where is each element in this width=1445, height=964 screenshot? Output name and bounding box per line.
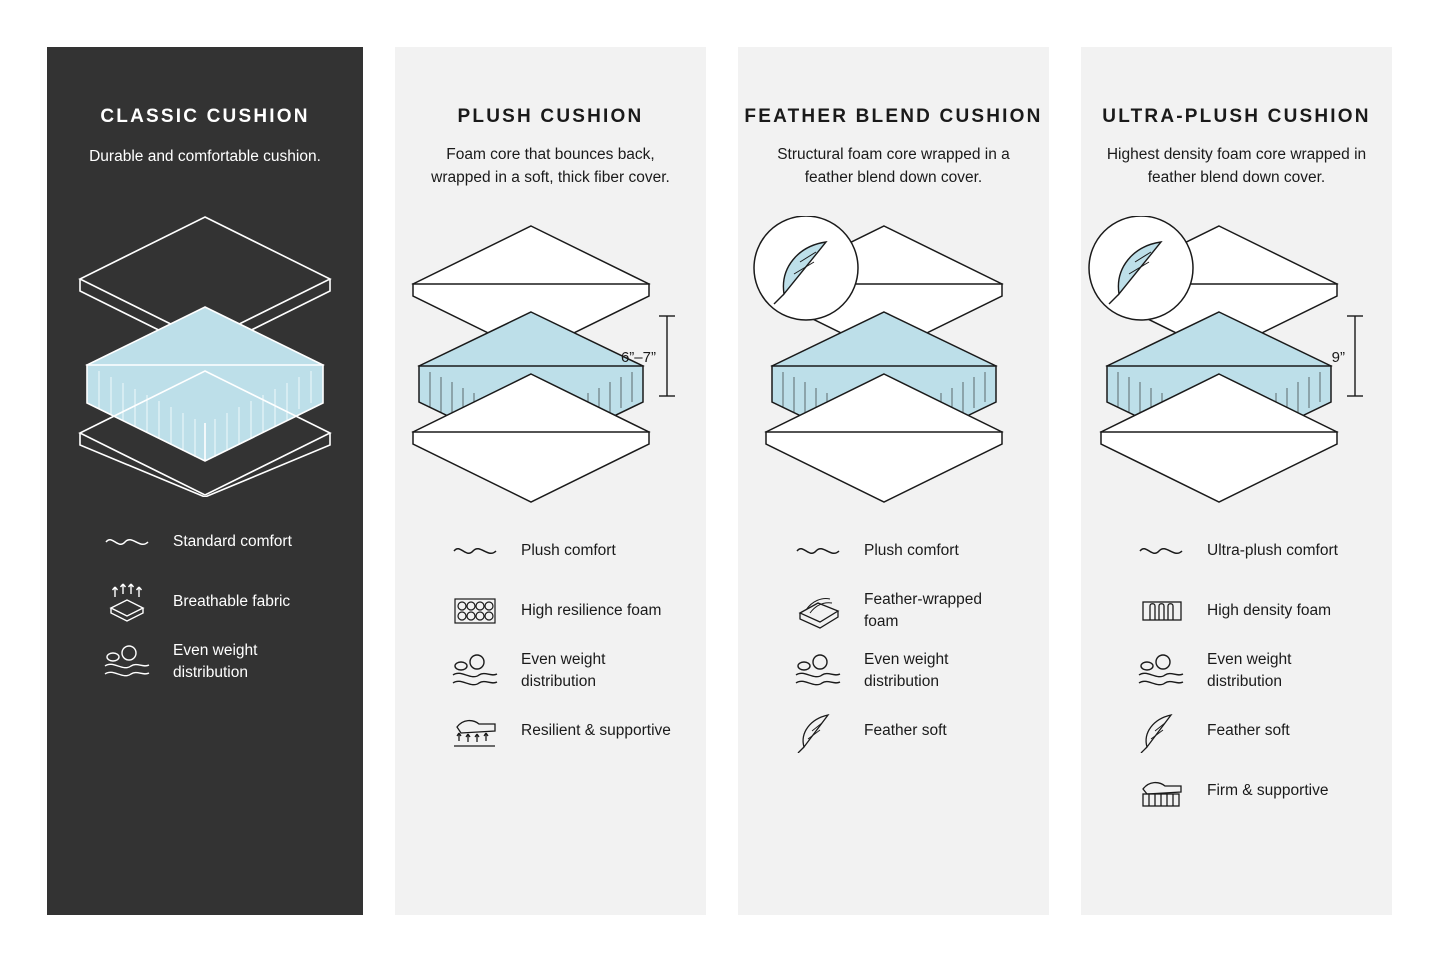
feature-item bbox=[790, 521, 1015, 581]
feature-item bbox=[447, 701, 672, 761]
cushion-card-ultra-plush bbox=[1081, 47, 1392, 915]
feature-item bbox=[790, 701, 1015, 761]
cushion-layer-diagram bbox=[738, 211, 1049, 511]
weight-distribution-icon bbox=[447, 651, 503, 691]
feature-item bbox=[1133, 521, 1358, 581]
feature-item bbox=[1133, 701, 1358, 761]
feature-label: Even weight distribution bbox=[1207, 651, 1292, 690]
feature-list bbox=[47, 512, 363, 692]
wave-icon bbox=[447, 539, 503, 563]
card-title: PLUSH CUSHION bbox=[457, 106, 644, 127]
feature-list bbox=[395, 521, 706, 761]
feather-wrapped-foam-icon bbox=[790, 591, 846, 631]
feature-label: Firm & supportive bbox=[1207, 782, 1329, 799]
cushion-layer-diagram bbox=[395, 211, 706, 511]
dimension-label: 6”–7” bbox=[620, 349, 656, 366]
card-description: Structural foam core wrapped in a feather blend down cover. bbox=[777, 146, 1010, 186]
card-title: ULTRA-PLUSH CUSHION bbox=[1102, 106, 1371, 127]
cushion-card-feather-blend bbox=[738, 47, 1049, 915]
exploded-cushion-illustration bbox=[401, 216, 701, 506]
exploded-cushion-illustration bbox=[65, 207, 345, 497]
cushion-layer-diagram bbox=[1081, 211, 1392, 511]
feature-label: Standard comfort bbox=[173, 533, 292, 550]
feature-label: High resilience foam bbox=[521, 602, 662, 619]
cushion-card-plush bbox=[395, 47, 706, 915]
feature-item bbox=[790, 581, 1015, 641]
feature-item bbox=[447, 641, 672, 701]
feature-item bbox=[447, 521, 672, 581]
feather-icon bbox=[790, 709, 846, 753]
dimension-label: 9” bbox=[1331, 349, 1345, 366]
wave-icon bbox=[99, 530, 155, 554]
wave-icon bbox=[790, 539, 846, 563]
feature-label: Resilient & supportive bbox=[521, 722, 671, 739]
feature-item bbox=[1133, 581, 1358, 641]
feature-label: High density foam bbox=[1207, 602, 1332, 619]
weight-distribution-icon bbox=[790, 651, 846, 691]
cushion-layer-diagram bbox=[47, 202, 363, 502]
feature-label: Even weight distribution bbox=[521, 651, 606, 690]
feature-item bbox=[99, 632, 329, 692]
feather-badge bbox=[1089, 216, 1193, 320]
dimension-bracket bbox=[659, 316, 675, 396]
feature-list bbox=[1081, 521, 1392, 821]
feature-item bbox=[1133, 641, 1358, 701]
feature-item bbox=[99, 572, 329, 632]
feature-label: Breathable fabric bbox=[173, 593, 291, 610]
feature-label: Even weight distribution bbox=[173, 642, 258, 681]
feature-label: Feather soft bbox=[864, 722, 947, 739]
firm-support-icon bbox=[1133, 771, 1189, 811]
card-description: Durable and comfortable cushion. bbox=[89, 148, 321, 165]
feature-list bbox=[738, 521, 1049, 761]
high-density-foam-icon bbox=[1133, 594, 1189, 628]
dimension-bracket bbox=[1347, 316, 1363, 396]
feature-label: Feather-wrapped foam bbox=[864, 591, 983, 630]
card-description: Highest density foam core wrapped in feather blend down cover. bbox=[1106, 146, 1367, 186]
card-title: CLASSIC CUSHION bbox=[100, 106, 310, 127]
feature-label: Plush comfort bbox=[521, 542, 616, 559]
wave-icon bbox=[1133, 539, 1189, 563]
exploded-cushion-illustration bbox=[1087, 216, 1387, 506]
feature-label: Ultra-plush comfort bbox=[1207, 542, 1338, 559]
feature-label: Even weight distribution bbox=[864, 651, 949, 690]
breathable-fabric-icon bbox=[99, 582, 155, 622]
feature-item bbox=[1133, 761, 1358, 821]
feather-icon bbox=[1133, 709, 1189, 753]
weight-distribution-icon bbox=[99, 642, 155, 682]
feature-label: Plush comfort bbox=[864, 542, 959, 559]
feature-item bbox=[447, 581, 672, 641]
feature-item bbox=[790, 641, 1015, 701]
card-description: Foam core that bounces back, wrapped in a soft, thick fiber cover. bbox=[431, 146, 670, 186]
feature-label: Feather soft bbox=[1207, 722, 1290, 739]
exploded-cushion-illustration bbox=[744, 216, 1044, 506]
cushion-card-classic bbox=[47, 47, 363, 915]
weight-distribution-icon bbox=[1133, 651, 1189, 691]
card-title: FEATHER BLEND CUSHION bbox=[744, 106, 1043, 127]
resilient-support-icon bbox=[447, 711, 503, 751]
feather-badge bbox=[754, 216, 858, 320]
honeycomb-foam-icon bbox=[447, 591, 503, 631]
feature-item bbox=[99, 512, 329, 572]
